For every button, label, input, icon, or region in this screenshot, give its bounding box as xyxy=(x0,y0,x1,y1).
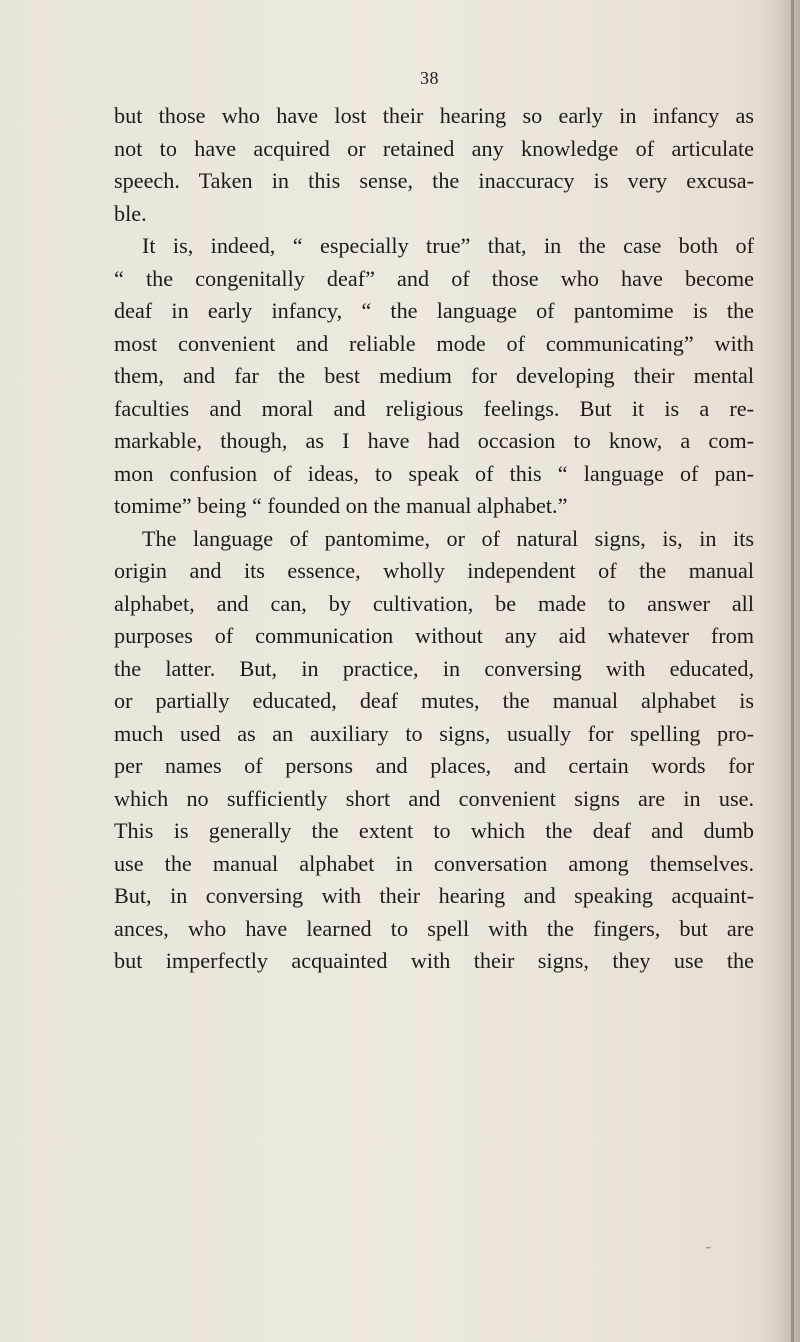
stray-print-mark: ˉ xyxy=(706,1245,711,1260)
text-line: purposes of communication without any aid whatever from xyxy=(114,623,754,648)
text-line: deaf in early infancy, “ the language of pantomime is the xyxy=(114,298,754,323)
text-line: It is, indeed, “ especially true” that, in the case both of xyxy=(142,233,754,258)
text-line: markable, though, as I have had occasion to know, a com- xyxy=(114,428,754,453)
text-line: which no sufficiently short and convenient signs are in use. xyxy=(114,785,754,811)
text-line: most convenient and reliable mode of communicating” with xyxy=(114,330,754,356)
text-line: but imperfectly acquainted with their signs, they use the xyxy=(114,948,754,973)
text-line: The language of pantomime, or of natural signs, is, in its xyxy=(142,525,754,551)
text-line: “ the congenitally deaf” and of those who have become xyxy=(114,265,754,291)
text-line: ances, who have learned to spell with the fingers, but are xyxy=(114,915,754,941)
page-number: 38 xyxy=(420,68,439,88)
page-edge-shadow xyxy=(760,0,800,1342)
text-line: but those who have lost their hearing so early in infancy as xyxy=(114,103,754,128)
text-line: or partially educated, deaf mutes, the manual alphabet is xyxy=(114,688,754,713)
text-line: origin and its essence, wholly independent of the manual xyxy=(114,558,754,583)
text-line: per names of persons and places, and certain words for xyxy=(114,753,754,778)
text-line: them, and far the best medium for developing their mental xyxy=(114,363,754,388)
text-line: tomime” being “ founded on the manual alphabet.” xyxy=(114,493,568,518)
text-line: mon confusion of ideas, to speak of this “ language of pan- xyxy=(114,460,754,486)
text-line: much used as an auxiliary to signs, usually for spelling pro- xyxy=(114,720,754,746)
text-line: not to have acquired or retained any knowledge of articulate xyxy=(114,135,754,161)
text-line: But, in conversing with their hearing and speaking acquaint- xyxy=(114,883,754,908)
text-line: alphabet, and can, by cultivation, be made to answer all xyxy=(114,590,754,616)
body-text xyxy=(114,100,754,978)
text-line: use the manual alphabet in conversation among themselves. xyxy=(114,850,754,876)
page-edge-line xyxy=(791,0,794,1342)
text-line: ble. xyxy=(114,200,147,226)
text-line: speech. Taken in this sense, the inaccuracy is very excusa- xyxy=(114,168,754,193)
text-line: the latter. But, in practice, in conversing with educated, xyxy=(114,655,754,681)
text-line: faculties and moral and religious feelings. But it is a re- xyxy=(114,395,754,421)
text-line: This is generally the extent to which the deaf and dumb xyxy=(114,818,754,843)
